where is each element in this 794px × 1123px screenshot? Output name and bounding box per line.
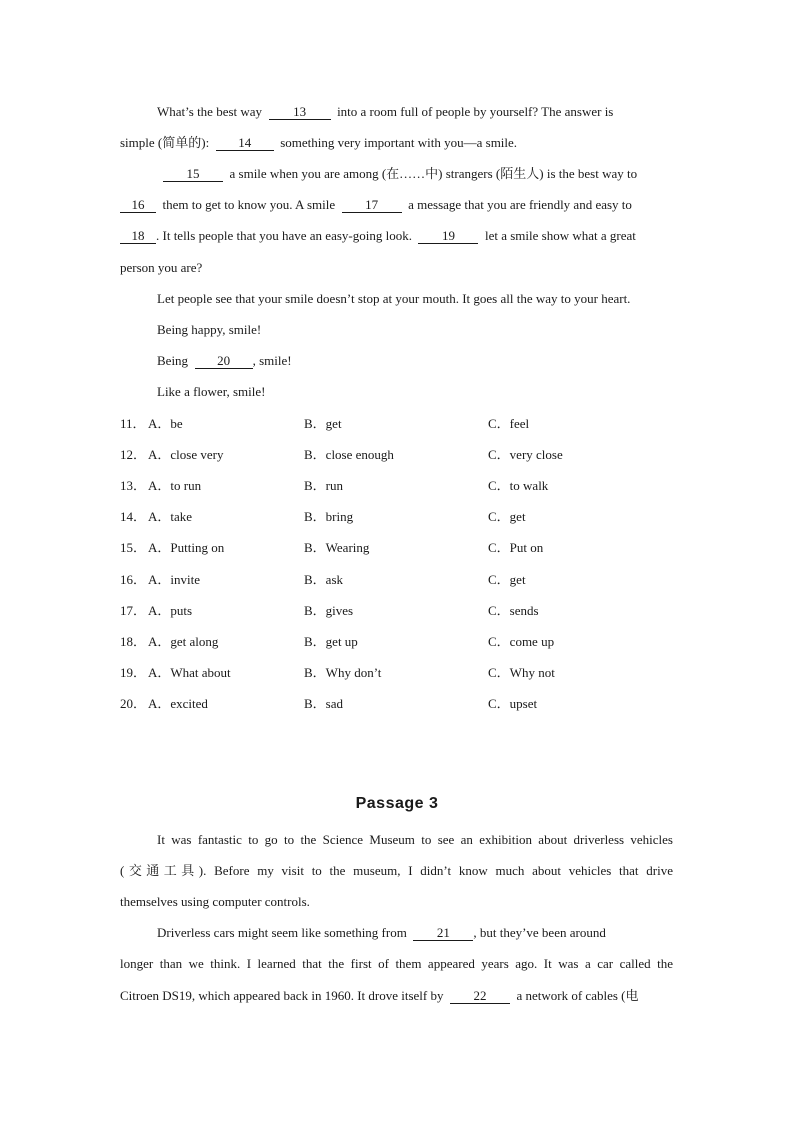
paragraph-line bbox=[120, 894, 310, 910]
text: person you are? bbox=[120, 260, 203, 275]
option-a: A．What about bbox=[148, 665, 231, 680]
option-b: B．bring bbox=[304, 509, 354, 524]
paragraph-line bbox=[120, 863, 673, 879]
blank-17: 17 bbox=[342, 198, 402, 213]
blank-21: 21 bbox=[413, 926, 473, 941]
text: Citroen DS19, which appeared back in 1960. It drove itself by bbox=[120, 988, 444, 1003]
option-c: C．sends bbox=[488, 603, 539, 618]
option-c: C．feel bbox=[488, 416, 530, 431]
paragraph-line bbox=[120, 260, 202, 276]
text: , but they’ve been around bbox=[473, 925, 606, 940]
option-c: C．Why not bbox=[488, 665, 555, 680]
blank-22: 22 bbox=[450, 989, 510, 1004]
option-a: A．to run bbox=[148, 478, 202, 493]
option-a: A．excited bbox=[148, 696, 208, 711]
question-row bbox=[120, 509, 680, 525]
option-b: B．Why don’t bbox=[304, 665, 382, 680]
text: let a smile show what a great bbox=[484, 228, 636, 243]
question-row bbox=[120, 478, 680, 494]
option-c: C．upset bbox=[488, 696, 538, 711]
text: Like a flower, smile! bbox=[157, 384, 266, 399]
text: It was fantastic to go to the Science Museum to see an exhibition about driverless vehicles bbox=[157, 832, 673, 847]
paragraph-line bbox=[120, 228, 636, 244]
option-a: A．invite bbox=[148, 572, 200, 587]
option-a: A．be bbox=[148, 416, 183, 431]
text: a message that you are friendly and easy to bbox=[408, 197, 632, 212]
paragraph-line bbox=[120, 956, 673, 972]
question-number: 13． bbox=[120, 478, 147, 493]
question-number: 20． bbox=[120, 696, 147, 711]
option-b: B．run bbox=[304, 478, 344, 493]
paragraph-line bbox=[157, 832, 673, 848]
paragraph-line bbox=[157, 384, 266, 400]
question-row bbox=[120, 603, 680, 619]
option-b: B．close enough bbox=[304, 447, 394, 462]
text: them to get to know you. A smile bbox=[162, 197, 336, 212]
blank-18: 18 bbox=[120, 229, 156, 244]
text: a smile when you are among (在……中) strangers (陌生人) is the best way to bbox=[229, 166, 638, 181]
question-number: 14． bbox=[120, 509, 147, 524]
option-c: C．get bbox=[488, 509, 526, 524]
question-number: 19． bbox=[120, 665, 147, 680]
question-number: 18． bbox=[120, 634, 147, 649]
paragraph-line bbox=[157, 925, 606, 941]
question-row bbox=[120, 665, 680, 681]
question-row bbox=[120, 447, 680, 463]
question-row bbox=[120, 634, 680, 650]
question-number: 12． bbox=[120, 447, 147, 462]
question-row bbox=[120, 416, 680, 432]
paragraph-line bbox=[157, 104, 613, 120]
question-number: 17． bbox=[120, 603, 147, 618]
question-number: 15． bbox=[120, 540, 147, 555]
option-a: A．get along bbox=[148, 634, 219, 649]
paragraph-line bbox=[157, 291, 630, 307]
text: a network of cables (电 bbox=[516, 988, 639, 1003]
question-row bbox=[120, 696, 680, 712]
text: something very important with you—a smile. bbox=[280, 135, 518, 150]
text: , smile! bbox=[252, 353, 292, 368]
text: longer than we think. I learned that the first of them appeared years ago. It was a car called the bbox=[120, 956, 673, 971]
text: Being happy, smile! bbox=[157, 322, 262, 337]
text: Driverless cars might seem like something from bbox=[157, 925, 407, 940]
paragraph-line bbox=[163, 166, 637, 182]
paragraph-line bbox=[157, 322, 261, 338]
blank-14: 14 bbox=[216, 136, 274, 151]
question-row bbox=[120, 572, 680, 588]
option-c: C．get bbox=[488, 572, 526, 587]
question-number: 11． bbox=[120, 416, 146, 431]
option-c: C．to walk bbox=[488, 478, 549, 493]
passage-title: Passage 3 bbox=[355, 795, 439, 812]
option-c: C．Put on bbox=[488, 540, 544, 555]
option-a: A．Putting on bbox=[148, 540, 225, 555]
text: . It tells people that you have an easy-going look. bbox=[156, 228, 412, 243]
paragraph-line bbox=[120, 988, 639, 1004]
option-b: B．ask bbox=[304, 572, 344, 587]
blank-13: 13 bbox=[269, 105, 331, 120]
option-a: A．puts bbox=[148, 603, 193, 618]
option-c: C．come up bbox=[488, 634, 555, 649]
option-a: A．close very bbox=[148, 447, 224, 462]
blank-15: 15 bbox=[163, 167, 223, 182]
text: into a room full of people by yourself? The answer is bbox=[337, 104, 614, 119]
paragraph-line bbox=[120, 135, 517, 151]
text: simple (简单的): bbox=[120, 135, 210, 150]
text: themselves using computer controls. bbox=[120, 894, 310, 909]
blank-19: 19 bbox=[418, 229, 478, 244]
option-b: B．sad bbox=[304, 696, 344, 711]
option-b: B．Wearing bbox=[304, 540, 370, 555]
blank-20: 20 bbox=[195, 354, 253, 369]
paragraph-line bbox=[120, 197, 632, 213]
option-c: C．very close bbox=[488, 447, 563, 462]
text: What’s the best way bbox=[157, 104, 263, 119]
text: Being bbox=[157, 353, 189, 368]
option-b: B．get bbox=[304, 416, 342, 431]
question-number: 16． bbox=[120, 572, 147, 587]
text: Let people see that your smile doesn’t stop at your mouth. It goes all the way to your heart. bbox=[157, 291, 631, 306]
option-a: A．take bbox=[148, 509, 193, 524]
paragraph-line bbox=[157, 353, 292, 369]
option-b: B．gives bbox=[304, 603, 354, 618]
question-row bbox=[120, 540, 680, 556]
text: (交通工具). Before my visit to the museum, I didn’t know much about vehicles that drive bbox=[120, 863, 673, 878]
option-b: B．get up bbox=[304, 634, 358, 649]
blank-16: 16 bbox=[120, 198, 156, 213]
